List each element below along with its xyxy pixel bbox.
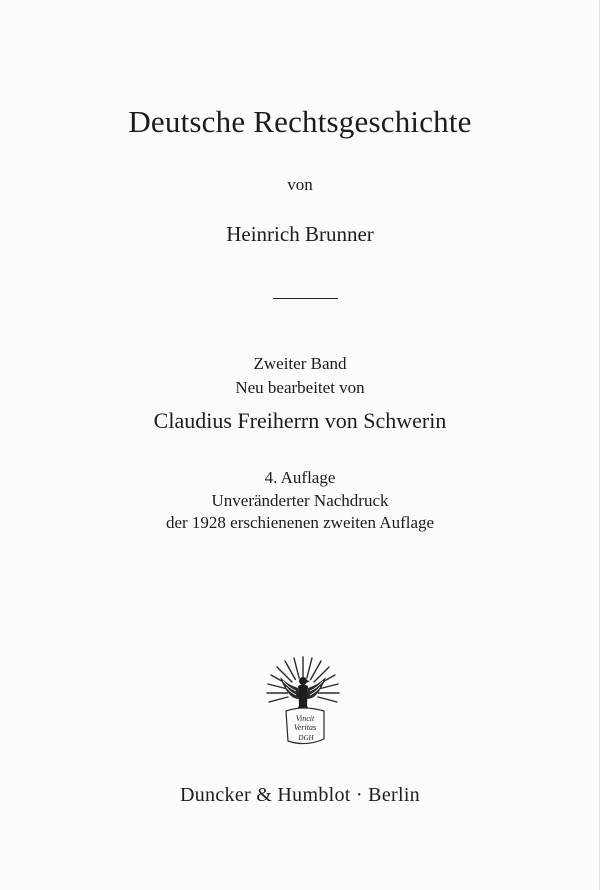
motto-line-1: Vincit [295,714,315,723]
publisher-imprint: Duncker & Humblot · Berlin [180,784,420,806]
editor-name: Claudius Freiherrn von Schwerin [153,408,447,433]
book-title: Deutsche Rechtsgeschichte [128,104,472,139]
divider-rule [273,298,338,299]
motto-line-2: Veritas [293,723,317,732]
edition-label: 4. Auflage [264,468,336,487]
revised-by-label: Neu bearbeitet von [235,378,365,397]
logo-monogram: DGH [298,734,314,742]
reprint-note-line-2: der 1928 erschienenen zweiten Auflage [165,513,435,532]
author-name: Heinrich Brunner [226,222,374,246]
eagle-emblem-icon [266,655,340,749]
by-word: von [287,175,313,194]
volume-label: Zweiter Band [253,354,347,373]
reprint-note-line-1: Unveränderter Nachdruck [211,491,389,510]
